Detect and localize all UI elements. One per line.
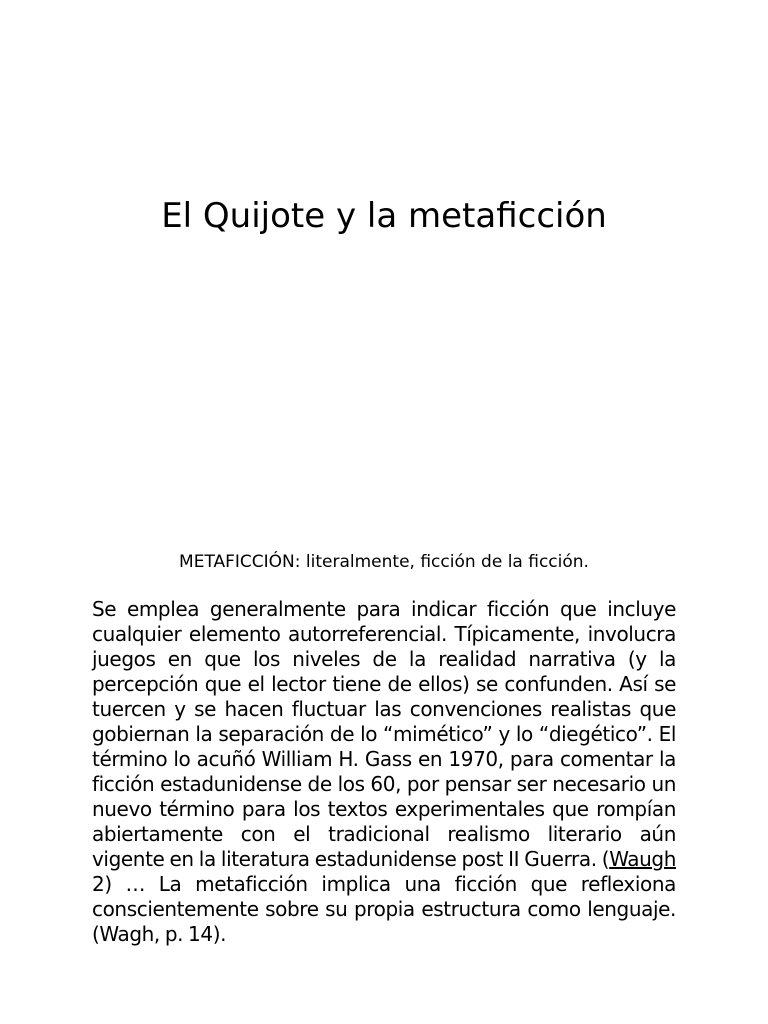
slide-title: El Quijote y la metaficción <box>161 196 607 236</box>
body-text-part2: 2) … La metaficción implica una ficción que reflexiona conscientemente sobre su propia estructura como lenguaje. (Wagh, p. 14). <box>92 872 676 946</box>
citation-waugh: Waugh <box>609 847 676 871</box>
body-paragraph <box>92 597 676 947</box>
body-text-part1: Se emplea generalmente para indicar ficción que incluye cualquier elemento autorreferencial. Típicamente, involucra juegos en que los niveles de la realidad narrativa (y la percepción que el lector tiene de ellos) se confunden. Así se tuercen y se hacen fluctuar las convenciones realistas que gobiernan la separación de lo “mimético” y lo “diegético”. El término lo acuñó William H. Gass en 1970, para comentar la ficción estadunidense de los 60, por pensar ser necesario un nuevo término para los textos experimentales que rompían abiertamente con el tradicional realismo literario aún vigente en la literatura estadunidense post II Guerra. ( <box>92 597 676 871</box>
slide-subtitle: METAFICCIÓN: literalmente, ficción de la ficción. <box>179 552 589 572</box>
